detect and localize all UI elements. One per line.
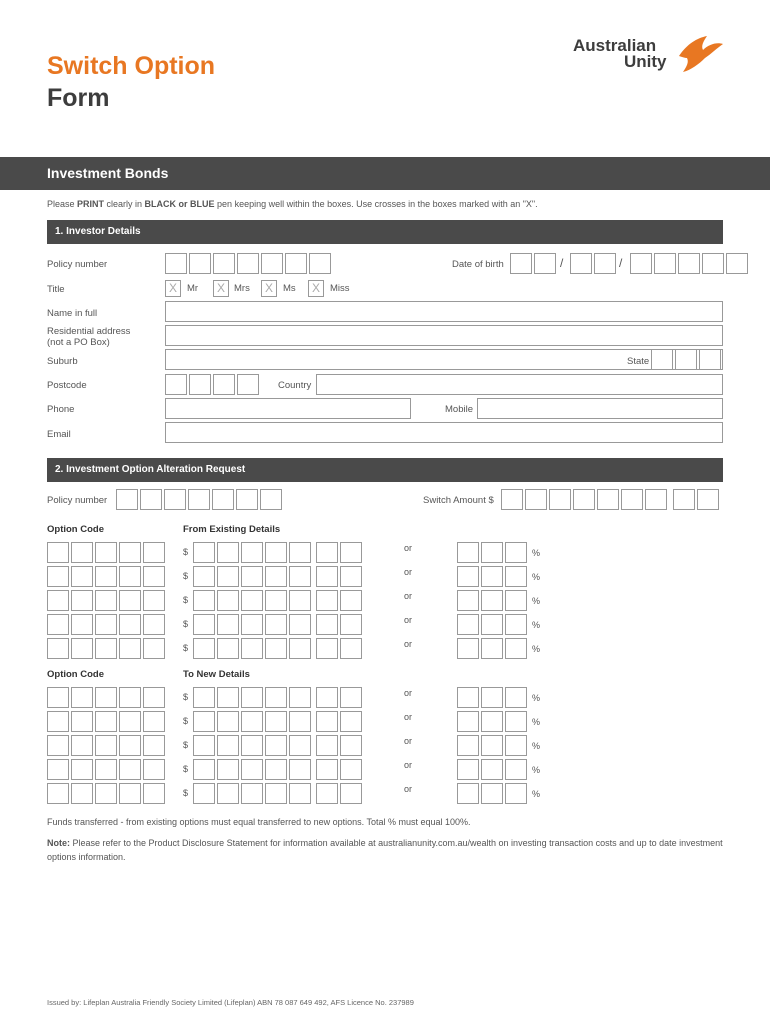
- amount-char-box[interactable]: [265, 566, 287, 587]
- dob-sep-2: /: [619, 256, 623, 270]
- option-code-char-box[interactable]: [119, 566, 141, 587]
- banner-title: Investment Bonds: [47, 165, 169, 181]
- amount-char-box[interactable]: [217, 590, 239, 611]
- policy-number-label: Policy number: [47, 259, 108, 270]
- percent-char-box[interactable]: [505, 759, 527, 780]
- percent-char-box[interactable]: [505, 590, 527, 611]
- dob-char-box[interactable]: [534, 253, 556, 274]
- amount-char-box[interactable]: [217, 759, 239, 780]
- option-code-char-box[interactable]: [143, 614, 165, 635]
- dollar-sign: $: [183, 764, 189, 774]
- mobile-field[interactable]: [477, 398, 723, 419]
- dob-label: Date of birth: [452, 259, 504, 270]
- amount-char-box[interactable]: [289, 687, 311, 708]
- address-label: Residential address: [47, 326, 131, 337]
- address-field[interactable]: [165, 325, 723, 346]
- note-text: Please refer to the Product Disclosure Statement for information available at australianunity.com.au/wealth on investing transaction costs and up to date investment options information.: [47, 838, 723, 862]
- amount-char-box[interactable]: [289, 614, 311, 635]
- percent-char-box[interactable]: [505, 542, 527, 563]
- amount-char-box[interactable]: [340, 638, 362, 659]
- pds-note: [47, 836, 723, 864]
- option-code-char-box[interactable]: [143, 590, 165, 611]
- title-ms-label: Ms: [283, 283, 296, 294]
- amount-char-box[interactable]: [265, 687, 287, 708]
- policy-number-char-box[interactable]: [285, 253, 307, 274]
- footer-issuer: Issued by: Lifeplan Australia Friendly Society Limited (Lifeplan) ABN 78 087 649 492, AFS Licence No. 237989: [47, 998, 414, 1007]
- option-code-char-box[interactable]: [47, 590, 69, 611]
- state-char-box[interactable]: [675, 349, 697, 370]
- policy-number-char-box[interactable]: [261, 253, 283, 274]
- percent-sign: %: [532, 693, 541, 703]
- amount-char-box[interactable]: [340, 711, 362, 732]
- amount-char-box[interactable]: [265, 638, 287, 659]
- amount-char-box[interactable]: [289, 711, 311, 732]
- amount-char-box[interactable]: [193, 783, 215, 804]
- option-code-char-box[interactable]: [95, 542, 117, 563]
- amount-char-box[interactable]: [217, 566, 239, 587]
- postcode-label: Postcode: [47, 380, 87, 391]
- percent-char-box[interactable]: [457, 735, 479, 756]
- percent-char-box[interactable]: [481, 711, 503, 732]
- postcode-char-box[interactable]: [165, 374, 187, 395]
- title-mrs-checkbox[interactable]: X: [213, 280, 229, 297]
- amount-char-box[interactable]: [241, 566, 263, 587]
- or-text: or: [404, 712, 413, 722]
- policy-number-char-box[interactable]: [188, 489, 210, 510]
- instr-bold-1: PRINT: [77, 199, 105, 209]
- amount-char-box[interactable]: [193, 759, 215, 780]
- dollar-sign: $: [183, 740, 189, 750]
- percent-char-box[interactable]: [457, 687, 479, 708]
- amount-char-box[interactable]: [217, 614, 239, 635]
- option-code-char-box[interactable]: [47, 687, 69, 708]
- percent-char-box[interactable]: [505, 735, 527, 756]
- form-title: Switch Option: [47, 52, 216, 80]
- instr-text-2: clearly in: [104, 199, 145, 209]
- or-text: or: [404, 784, 413, 794]
- percent-char-box[interactable]: [457, 783, 479, 804]
- or-text: or: [404, 591, 413, 601]
- policy-number-char-box[interactable]: [189, 253, 211, 274]
- email-label: Email: [47, 429, 71, 440]
- country-label: Country: [278, 380, 312, 391]
- percent-sign: %: [532, 596, 541, 606]
- percent-char-box[interactable]: [481, 735, 503, 756]
- amount-char-box[interactable]: [217, 542, 239, 563]
- option-code-char-box[interactable]: [47, 566, 69, 587]
- option-code-char-box[interactable]: [71, 783, 93, 804]
- section-option-alteration: [47, 458, 723, 482]
- phone-label: Phone: [47, 404, 75, 415]
- option-code-char-box[interactable]: [119, 735, 141, 756]
- amount-char-box[interactable]: [265, 735, 287, 756]
- state-char-box[interactable]: [651, 349, 673, 370]
- amount-char-box[interactable]: [217, 638, 239, 659]
- amount-char-box[interactable]: [193, 590, 215, 611]
- percent-char-box[interactable]: [481, 687, 503, 708]
- option-code-char-box[interactable]: [95, 711, 117, 732]
- amount-char-box[interactable]: [193, 542, 215, 563]
- postcode-char-box[interactable]: [237, 374, 259, 395]
- name-field[interactable]: [165, 301, 723, 322]
- option-code-char-box[interactable]: [143, 759, 165, 780]
- option-code-char-box[interactable]: [95, 783, 117, 804]
- policy-number-char-box[interactable]: [309, 253, 331, 274]
- percent-sign: %: [532, 572, 541, 582]
- amount-char-box[interactable]: [340, 759, 362, 780]
- postcode-char-box[interactable]: [189, 374, 211, 395]
- dob-char-box[interactable]: [726, 253, 748, 274]
- option-code-header-1: Option Code: [47, 524, 104, 535]
- option-code-char-box[interactable]: [71, 590, 93, 611]
- percent-char-box[interactable]: [505, 711, 527, 732]
- amount-char-box[interactable]: [241, 783, 263, 804]
- section1-title: 1. Investor Details: [55, 226, 141, 237]
- form-subtitle: Form: [47, 84, 110, 112]
- title-label: Title: [47, 284, 65, 295]
- title-mr-label: Mr: [187, 283, 199, 294]
- state-char-box[interactable]: [699, 349, 721, 370]
- option-code-char-box[interactable]: [143, 735, 165, 756]
- amount-char-box[interactable]: [316, 542, 338, 563]
- percent-sign: %: [532, 644, 541, 654]
- option-code-char-box[interactable]: [119, 590, 141, 611]
- option-code-char-box[interactable]: [71, 614, 93, 635]
- switch-amount-char-box[interactable]: [673, 489, 695, 510]
- section-investor-details: [47, 220, 723, 244]
- amount-char-box[interactable]: [289, 566, 311, 587]
- switch-amount-char-box[interactable]: [573, 489, 595, 510]
- percent-sign: %: [532, 789, 541, 799]
- title-miss-label: Miss: [330, 283, 350, 294]
- dollar-sign: $: [183, 547, 189, 557]
- amount-char-box[interactable]: [217, 735, 239, 756]
- dollar-sign: $: [183, 692, 189, 702]
- dob-char-box[interactable]: [678, 253, 700, 274]
- policy-number-char-box[interactable]: [116, 489, 138, 510]
- title-mr-checkbox[interactable]: X: [165, 280, 181, 297]
- amount-char-box[interactable]: [316, 735, 338, 756]
- switch-amount-char-box[interactable]: [597, 489, 619, 510]
- amount-char-box[interactable]: [265, 590, 287, 611]
- percent-char-box[interactable]: [505, 614, 527, 635]
- amount-char-box[interactable]: [316, 759, 338, 780]
- option-code-char-box[interactable]: [119, 711, 141, 732]
- option-code-char-box[interactable]: [71, 759, 93, 780]
- amount-char-box[interactable]: [265, 759, 287, 780]
- amount-char-box[interactable]: [193, 638, 215, 659]
- option-code-header-2: Option Code: [47, 669, 104, 680]
- postcode-char-box[interactable]: [213, 374, 235, 395]
- or-text: or: [404, 760, 413, 770]
- funds-note: Funds transferred - from existing options must equal transferred to new options. Total % must equal 100%.: [47, 817, 471, 827]
- amount-char-box[interactable]: [316, 783, 338, 804]
- amount-char-box[interactable]: [265, 614, 287, 635]
- policy-number-char-box[interactable]: [140, 489, 162, 510]
- instructions: [47, 199, 538, 209]
- address-sublabel: (not a PO Box): [47, 337, 110, 348]
- switch-amount-char-box[interactable]: [525, 489, 547, 510]
- title-ms-checkbox[interactable]: X: [261, 280, 277, 297]
- option-code-char-box[interactable]: [47, 711, 69, 732]
- amount-char-box[interactable]: [289, 590, 311, 611]
- option-code-char-box[interactable]: [119, 638, 141, 659]
- instr-text-1: Please: [47, 199, 78, 209]
- amount-char-box[interactable]: [316, 687, 338, 708]
- option-code-char-box[interactable]: [47, 638, 69, 659]
- dollar-sign: $: [183, 788, 189, 798]
- email-field[interactable]: [165, 422, 723, 443]
- amount-char-box[interactable]: [340, 542, 362, 563]
- dob-char-box[interactable]: [654, 253, 676, 274]
- option-code-char-box[interactable]: [95, 566, 117, 587]
- percent-char-box[interactable]: [481, 783, 503, 804]
- percent-char-box[interactable]: [457, 759, 479, 780]
- percent-char-box[interactable]: [457, 614, 479, 635]
- percent-char-box[interactable]: [505, 566, 527, 587]
- switch-amount-char-box[interactable]: [501, 489, 523, 510]
- switch-amount-char-box[interactable]: [549, 489, 571, 510]
- investment-bonds-banner: [0, 157, 770, 190]
- dollar-sign: $: [183, 716, 189, 726]
- amount-char-box[interactable]: [316, 614, 338, 635]
- dob-char-box[interactable]: [594, 253, 616, 274]
- amount-char-box[interactable]: [265, 783, 287, 804]
- option-code-char-box[interactable]: [143, 711, 165, 732]
- or-text: or: [404, 567, 413, 577]
- option-code-char-box[interactable]: [47, 759, 69, 780]
- amount-char-box[interactable]: [316, 638, 338, 659]
- dob-char-box[interactable]: [702, 253, 724, 274]
- amount-char-box[interactable]: [316, 711, 338, 732]
- dob-char-box[interactable]: [630, 253, 652, 274]
- logo-line1: Australian: [573, 36, 657, 55]
- amount-char-box[interactable]: [316, 566, 338, 587]
- percent-sign: %: [532, 717, 541, 727]
- amount-char-box[interactable]: [340, 687, 362, 708]
- option-code-char-box[interactable]: [143, 638, 165, 659]
- option-code-char-box[interactable]: [95, 735, 117, 756]
- amount-char-box[interactable]: [340, 590, 362, 611]
- amount-char-box[interactable]: [289, 542, 311, 563]
- amount-char-box[interactable]: [193, 735, 215, 756]
- percent-sign: %: [532, 548, 541, 558]
- dob-char-box[interactable]: [570, 253, 592, 274]
- switch-amount-char-box[interactable]: [645, 489, 667, 510]
- instr-text-3: pen keeping well within the boxes. Use crosses in the boxes marked with an "X".: [214, 199, 538, 209]
- percent-char-box[interactable]: [505, 638, 527, 659]
- option-code-char-box[interactable]: [95, 759, 117, 780]
- amount-char-box[interactable]: [217, 711, 239, 732]
- dollar-sign: $: [183, 595, 189, 605]
- option-code-char-box[interactable]: [47, 735, 69, 756]
- amount-char-box[interactable]: [289, 783, 311, 804]
- percent-char-box[interactable]: [505, 687, 527, 708]
- dob-sep-1: /: [560, 256, 564, 270]
- policy-number-char-box[interactable]: [260, 489, 282, 510]
- instr-bold-2: BLACK or BLUE: [144, 199, 215, 209]
- phone-field[interactable]: [165, 398, 411, 419]
- amount-char-box[interactable]: [289, 735, 311, 756]
- option-code-char-box[interactable]: [119, 542, 141, 563]
- percent-char-box[interactable]: [481, 566, 503, 587]
- option-code-char-box[interactable]: [143, 542, 165, 563]
- option-code-char-box[interactable]: [71, 638, 93, 659]
- from-existing-header: From Existing Details: [183, 524, 281, 535]
- amount-char-box[interactable]: [289, 638, 311, 659]
- percent-char-box[interactable]: [457, 590, 479, 611]
- option-code-char-box[interactable]: [71, 711, 93, 732]
- option-code-char-box[interactable]: [95, 614, 117, 635]
- percent-char-box[interactable]: [505, 783, 527, 804]
- amount-char-box[interactable]: [265, 542, 287, 563]
- percent-sign: %: [532, 741, 541, 751]
- switch-amount-char-box[interactable]: [697, 489, 719, 510]
- state-label: State: [627, 356, 650, 367]
- option-code-char-box[interactable]: [95, 590, 117, 611]
- note-label: Note:: [47, 838, 70, 848]
- option-code-char-box[interactable]: [143, 566, 165, 587]
- option-code-char-box[interactable]: [95, 638, 117, 659]
- policy-number-char-box[interactable]: [237, 253, 259, 274]
- policy-number-char-box[interactable]: [164, 489, 186, 510]
- percent-char-box[interactable]: [481, 638, 503, 659]
- amount-char-box[interactable]: [289, 759, 311, 780]
- amount-char-box[interactable]: [217, 687, 239, 708]
- percent-char-box[interactable]: [481, 759, 503, 780]
- percent-char-box[interactable]: [457, 566, 479, 587]
- amount-char-box[interactable]: [241, 735, 263, 756]
- percent-char-box[interactable]: [481, 542, 503, 563]
- amount-char-box[interactable]: [193, 566, 215, 587]
- dollar-sign: $: [183, 571, 189, 581]
- option-code-char-box[interactable]: [71, 566, 93, 587]
- switch-amount-label: Switch Amount $: [423, 495, 494, 506]
- amount-char-box[interactable]: [241, 711, 263, 732]
- option-code-char-box[interactable]: [71, 687, 93, 708]
- policy-number-char-box[interactable]: [165, 253, 187, 274]
- amount-char-box[interactable]: [241, 614, 263, 635]
- option-code-char-box[interactable]: [71, 542, 93, 563]
- policy-number-char-box[interactable]: [236, 489, 258, 510]
- suburb-label: Suburb: [47, 356, 78, 367]
- or-text: or: [404, 688, 413, 698]
- option-code-char-box[interactable]: [119, 783, 141, 804]
- to-new-header: To New Details: [183, 669, 250, 680]
- or-text: or: [404, 736, 413, 746]
- australian-unity-logo: [573, 34, 725, 78]
- percent-sign: %: [532, 765, 541, 775]
- option-code-char-box[interactable]: [143, 783, 165, 804]
- amount-char-box[interactable]: [241, 759, 263, 780]
- title-mrs-label: Mrs: [234, 283, 250, 294]
- percent-char-box[interactable]: [457, 542, 479, 563]
- or-text: or: [404, 543, 413, 553]
- amount-char-box[interactable]: [265, 711, 287, 732]
- option-code-char-box[interactable]: [47, 783, 69, 804]
- switch-amount-char-box[interactable]: [621, 489, 643, 510]
- percent-char-box[interactable]: [481, 590, 503, 611]
- amount-char-box[interactable]: [340, 614, 362, 635]
- amount-char-box[interactable]: [340, 566, 362, 587]
- amount-char-box[interactable]: [241, 542, 263, 563]
- option-code-char-box[interactable]: [119, 759, 141, 780]
- dob-char-box[interactable]: [510, 253, 532, 274]
- option-code-char-box[interactable]: [119, 614, 141, 635]
- amount-char-box[interactable]: [241, 687, 263, 708]
- or-text: or: [404, 639, 413, 649]
- amount-char-box[interactable]: [241, 590, 263, 611]
- name-label: Name in full: [47, 308, 98, 319]
- percent-sign: %: [532, 620, 541, 630]
- option-code-char-box[interactable]: [119, 687, 141, 708]
- amount-char-box[interactable]: [316, 590, 338, 611]
- policy-number-char-box[interactable]: [212, 489, 234, 510]
- percent-char-box[interactable]: [481, 614, 503, 635]
- country-field[interactable]: [316, 374, 723, 395]
- option-code-char-box[interactable]: [71, 735, 93, 756]
- dollar-sign: $: [183, 619, 189, 629]
- amount-char-box[interactable]: [193, 711, 215, 732]
- logo-line2: Unity: [624, 52, 667, 71]
- option-code-char-box[interactable]: [47, 614, 69, 635]
- amount-char-box[interactable]: [340, 783, 362, 804]
- title-miss-checkbox[interactable]: X: [308, 280, 324, 297]
- bird-icon: [677, 34, 725, 74]
- percent-char-box[interactable]: [457, 638, 479, 659]
- amount-char-box[interactable]: [193, 614, 215, 635]
- option-code-char-box[interactable]: [95, 687, 117, 708]
- or-text: or: [404, 615, 413, 625]
- policy-number-char-box[interactable]: [213, 253, 235, 274]
- amount-char-box[interactable]: [193, 687, 215, 708]
- dollar-sign: $: [183, 643, 189, 653]
- option-code-char-box[interactable]: [143, 687, 165, 708]
- mobile-label: Mobile: [445, 404, 473, 415]
- option-code-char-box[interactable]: [47, 542, 69, 563]
- amount-char-box[interactable]: [241, 638, 263, 659]
- amount-char-box[interactable]: [340, 735, 362, 756]
- amount-char-box[interactable]: [217, 783, 239, 804]
- policy-number-label-2: Policy number: [47, 495, 108, 506]
- section2-title: 2. Investment Option Alteration Request: [55, 464, 246, 475]
- percent-char-box[interactable]: [457, 711, 479, 732]
